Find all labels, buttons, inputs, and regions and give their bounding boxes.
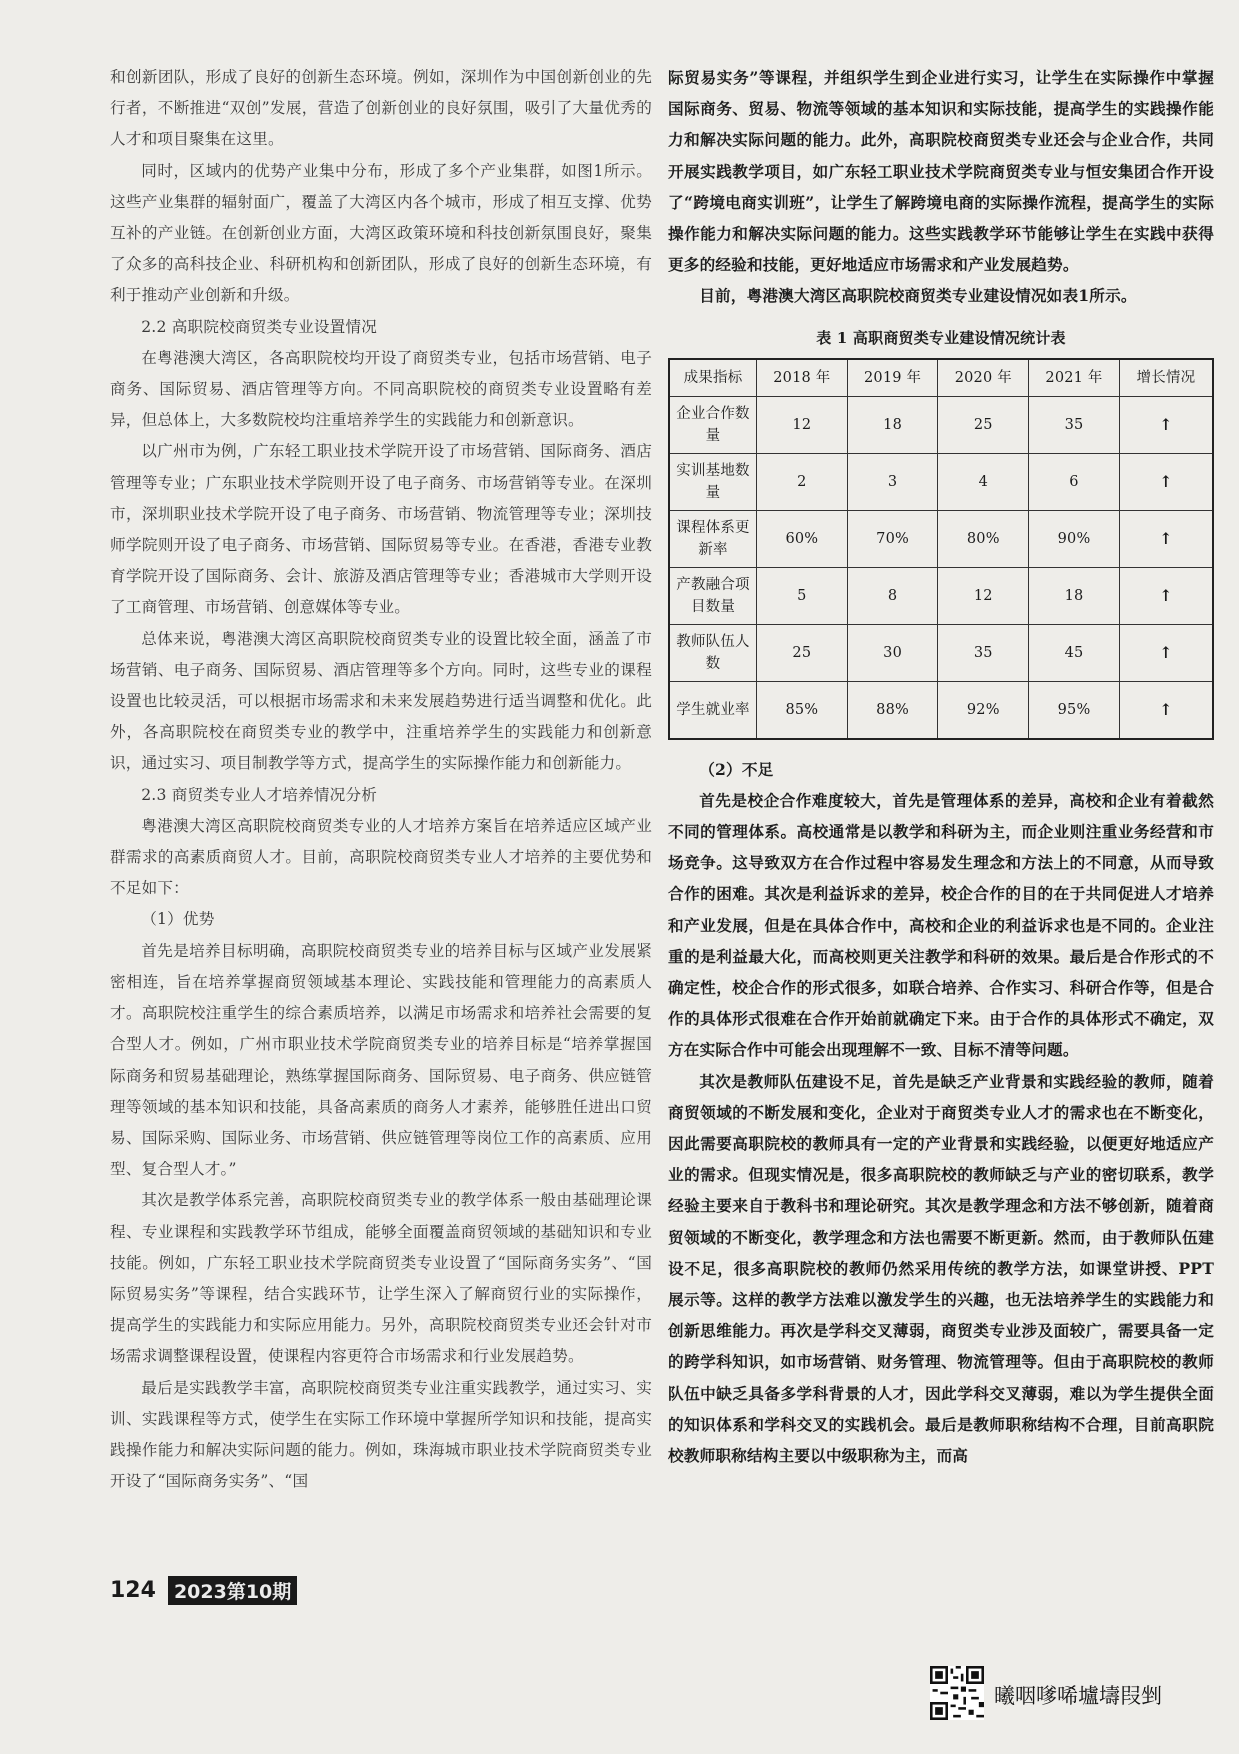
up-arrow-icon: ↑ bbox=[1119, 396, 1213, 453]
value-cell: 6 bbox=[1029, 453, 1120, 510]
paragraph: 其次是教师队伍建设不足，首先是缺乏产业背景和实践经验的教师，随着商贸领域的不断发展和变化，企业对于商贸类专业人才的需求也在不断变化，因此需要高职院校的教师具有一定的产业背景和实践经验，以便更好地适应产业的需求。但现实情况是，很多高职院校的教师缺乏与产业的密切联系，教学经验主要来自于教科书和理论研究。其次是教学理念和方法不够创新，随着商贸领域的不断变化，教学理念和方法也需要不断更新。然而，由于教师队伍建设不足，很多高职院校的教师仍然采用传统的教学方法，如课堂讲授、PPT 展示等。这样的教学方法难以激发学生的兴趣，也无法培养学生的实践能力和创新思维能力。再次是学科交叉薄弱，商贸类专业涉及面较广，需要具备一定的跨学科知识，如市场营销、财务管理、物流管理等。但由于高职院校的教师队伍中缺乏具备多学科背景的人才，因此学科交叉薄弱，难以为学生提供全面的知识体系和学科交叉的实践机会。最后是教师职称结构不合理，目前高职院校教师职称结构主要以中级职称为主，而高 bbox=[668, 1071, 1214, 1466]
value-cell: 35 bbox=[1029, 396, 1120, 453]
paragraph: 最后是实践教学丰富，高职院校商贸类专业注重实践教学，通过实习、实训、实践课程等方式，使学生在实际工作环境中掌握所学知识和技能，提高实践操作能力和解决实际问题的能力。例如，珠海城市职业技术学院商贸类专业开设了“国际商务实务”、“国 bbox=[110, 1378, 652, 1491]
table-header-cell: 增长情况 bbox=[1119, 359, 1213, 397]
paragraph-continued: 和创新团队，形成了良好的创新生态环境。例如，深圳作为中国创新创业的先行者，不断推进“双创”发展，营造了创新创业的良好氛围，吸引了大量优秀的人才和项目聚集在这里。 bbox=[110, 68, 652, 149]
value-cell: 35 bbox=[938, 624, 1029, 681]
up-arrow-icon: ↑ bbox=[1119, 453, 1213, 510]
value-cell: 5 bbox=[757, 567, 848, 624]
value-cell: 8 bbox=[847, 567, 938, 624]
up-arrow-icon: ↑ bbox=[1119, 624, 1213, 681]
value-cell: 80% bbox=[938, 510, 1029, 567]
value-cell: 88% bbox=[847, 681, 938, 739]
metric-cell: 学生就业率 bbox=[669, 681, 757, 739]
page-number: 124 bbox=[110, 1578, 156, 1603]
table-row bbox=[669, 396, 1213, 453]
table-header-row bbox=[669, 359, 1213, 397]
paragraph: 首先是校企合作难度较大，首先是管理体系的差异，高校和企业有着截然不同的管理体系。高校通常是以教学和科研为主，而企业则注重业务经营和市场竞争。这导致双方在合作过程中容易发生理念和方法上的不同意，从而导致合作的困难。其次是利益诉求的差异，校企合作的目的在于共同促进人才培养和产业发展，但是在具体合作中，高校和企业的利益诉求也是不同的。企业注重的是利益最大化，而高校则更关注教学和科研的效果。最后是合作形式的不确定性，校企合作的形式很多，如联合培养、合作实习、科研合作等，但是合作的具体形式很难在合作开始前就确定下来。由于合作的具体形式不确定，双方在实际合作中可能会出现理解不一致、目标不清等问题。 bbox=[668, 790, 1214, 1060]
page-footer bbox=[110, 1576, 297, 1605]
value-cell: 85% bbox=[757, 681, 848, 739]
table-row bbox=[669, 567, 1213, 624]
value-cell: 18 bbox=[847, 396, 938, 453]
paragraph: 总体来说，粤港澳大湾区高职院校商贸类专业的设置比较全面，涵盖了市场营销、电子商务、国际贸易、酒店管理等多个方向。同时，这些专业的课程设置也比较灵活，可以根据市场需求和未来发展趋势进行适当调整和优化。此外，各高职院校在商贸类专业的教学中，注重培养学生的实践能力和创新意识，通过实习、项目制教学等方式，提高学生的实际操作能力和创新能力。 bbox=[110, 629, 652, 773]
table-header-cell: 2020 年 bbox=[938, 359, 1029, 397]
right-column-bottom bbox=[668, 754, 1214, 1472]
table-header-cell: 2018 年 bbox=[757, 359, 848, 397]
value-cell: 90% bbox=[1029, 510, 1120, 567]
up-arrow-icon: ↑ bbox=[1119, 681, 1213, 739]
section-heading: （2）不足 bbox=[699, 759, 774, 779]
value-cell: 12 bbox=[938, 567, 1029, 624]
paragraph: 以广州市为例，广东轻工职业技术学院开设了市场营销、国际商务、酒店管理等专业；广东职业技术学院则开设了电子商务、市场营销等专业。在深圳市，深圳职业技术学院开设了电子商务、市场营销、物流管理等专业；深圳技师学院则开设了电子商务、市场营销、国际贸易等专业。在香港，香港专业教育学院开设了国际商务、会计、旅游及酒店管理等专业；香港城市大学则开设了工商管理、市场营销、创意媒体等专业。 bbox=[110, 442, 652, 617]
paragraph: 粤港澳大湾区高职院校商贸类专业的人才培养方案旨在培养适应区域产业群需求的高素质商贸人才。目前，高职院校商贸类专业人才培养的主要优势和不足如下： bbox=[110, 816, 652, 898]
value-cell: 18 bbox=[1029, 567, 1120, 624]
value-cell: 30 bbox=[847, 624, 938, 681]
value-cell: 70% bbox=[847, 510, 938, 567]
table-title: 表 1 高职商贸类专业建设情况统计表 bbox=[816, 328, 1066, 347]
table-row bbox=[669, 624, 1213, 681]
value-cell: 60% bbox=[757, 510, 848, 567]
up-arrow-icon: ↑ bbox=[1119, 567, 1213, 624]
metric-cell: 产教融合项目数量 bbox=[669, 567, 757, 624]
qr-code-icon bbox=[930, 1666, 984, 1720]
section-heading: 2.3 商贸类专业人才培养情况分析 bbox=[141, 785, 378, 804]
paragraph: 在粤港澳大湾区，各高职院校均开设了商贸类专业，包括市场营销、电子商务、国际贸易、酒店管理等方向。不同高职院校的商贸类专业设置略有差异，但总体上，大多数院校均注重培养学生的实践能力和创新意识。 bbox=[110, 348, 652, 430]
right-column-top bbox=[668, 62, 1214, 312]
issue-label: 2023第10期 bbox=[168, 1576, 297, 1605]
value-cell: 45 bbox=[1029, 624, 1120, 681]
up-arrow-icon: ↑ bbox=[1119, 510, 1213, 567]
section-heading: 2.2 高职院校商贸类专业设置情况 bbox=[141, 317, 378, 336]
value-cell: 25 bbox=[938, 396, 1029, 453]
value-cell: 2 bbox=[757, 453, 848, 510]
metric-cell: 课程体系更新率 bbox=[669, 510, 757, 567]
paragraph-continued: 际贸易实务”等课程，并组织学生到企业进行实习，让学生在实际操作中掌握国际商务、贸易、物流等领域的基本知识和实际技能，提高学生的实践操作能力和解决实际问题的能力。此外，高职院校商贸类专业还会与企业合作，共同开展实践教学项目，如广东轻工职业技术学院商贸类专业与恒安集团合作开设了“跨境电商实训班”，让学生了解跨境电商的实际操作流程，提高学生的实际操作能力和解决实际问题的能力。这些实践教学环节能够让学生在实践中获得更多的经验和技能，更好地适应市场需求和产业发展趋势。 bbox=[668, 68, 1214, 275]
value-cell: 25 bbox=[757, 624, 848, 681]
table-block bbox=[668, 324, 1214, 740]
table-row bbox=[669, 681, 1213, 739]
watermark-text: 曦咽嗲唏壚壔叚剉 bbox=[994, 1684, 1162, 1708]
metric-cell: 企业合作数量 bbox=[669, 396, 757, 453]
paragraph: 其次是教学体系完善，高职院校商贸类专业的教学体系一般由基础理论课程、专业课程和实践教学环节组成，能够全面覆盖商贸领域的基础知识和专业技能。例如，广东轻工职业技术学院商贸类专业设置了“国际商务实务”、“国际贸易实务”等课程，结合实践环节，让学生深入了解商贸行业的实际操作，提高学生的实践能力和实际应用能力。另外，高职院校商贸类专业还会针对市场需求调整课程设置，使课程内容更符合市场需求和行业发展趋势。 bbox=[110, 1191, 652, 1366]
value-cell: 95% bbox=[1029, 681, 1120, 739]
section-heading: （1）优势 bbox=[141, 910, 215, 929]
value-cell: 12 bbox=[757, 396, 848, 453]
table-header-cell: 2021 年 bbox=[1029, 359, 1120, 397]
table-header-cell: 成果指标 bbox=[669, 359, 757, 397]
value-cell: 3 bbox=[847, 453, 938, 510]
paragraph: 首先是培养目标明确，高职院校商贸类专业的培养目标与区域产业发展紧密相连，旨在培养掌握商贸领域基本理论、实践技能和管理能力的高素质人才。高职院校注重学生的综合素质培养，以满足市场需求和培养社会需要的复合型人才。例如，广州市职业技术学院商贸类专业的培养目标是“培养掌握国际商务和贸易基础理论，熟练掌握国际商务、国际贸易、电子商务、供应链管理等领域的基本知识和技能，具备高素质的商务人才素养，能够胜任进出口贸易、国际采购、国际业务、市场营销、供应链管理等岗位工作的高素质、应用型、复合型人才。” bbox=[110, 941, 652, 1179]
table-header-cell: 2019 年 bbox=[847, 359, 938, 397]
table-row bbox=[669, 510, 1213, 567]
statistics-table bbox=[668, 358, 1214, 740]
value-cell: 4 bbox=[938, 453, 1029, 510]
left-column bbox=[110, 62, 652, 1497]
value-cell: 92% bbox=[938, 681, 1029, 739]
paragraph: 目前，粤港澳大湾区高职院校商贸类专业建设情况如表1所示。 bbox=[699, 286, 1137, 306]
metric-cell: 实训基地数量 bbox=[669, 453, 757, 510]
table-row bbox=[669, 453, 1213, 510]
table-body bbox=[669, 396, 1213, 739]
right-column bbox=[668, 62, 1214, 1471]
paragraph: 同时，区域内的优势产业集中分布，形成了多个产业集群，如图1所示。这些产业集群的辐射面广，覆盖了大湾区内各个城市，形成了相互支撑、优势互补的产业链。在创新创业方面，大湾区政策环境和科技创新氛围良好，聚集了众多的高科技企业、科研机构和创新团队，形成了良好的创新生态环境，有利于推动产业创新和升级。 bbox=[110, 161, 652, 305]
metric-cell: 教师队伍人数 bbox=[669, 624, 757, 681]
